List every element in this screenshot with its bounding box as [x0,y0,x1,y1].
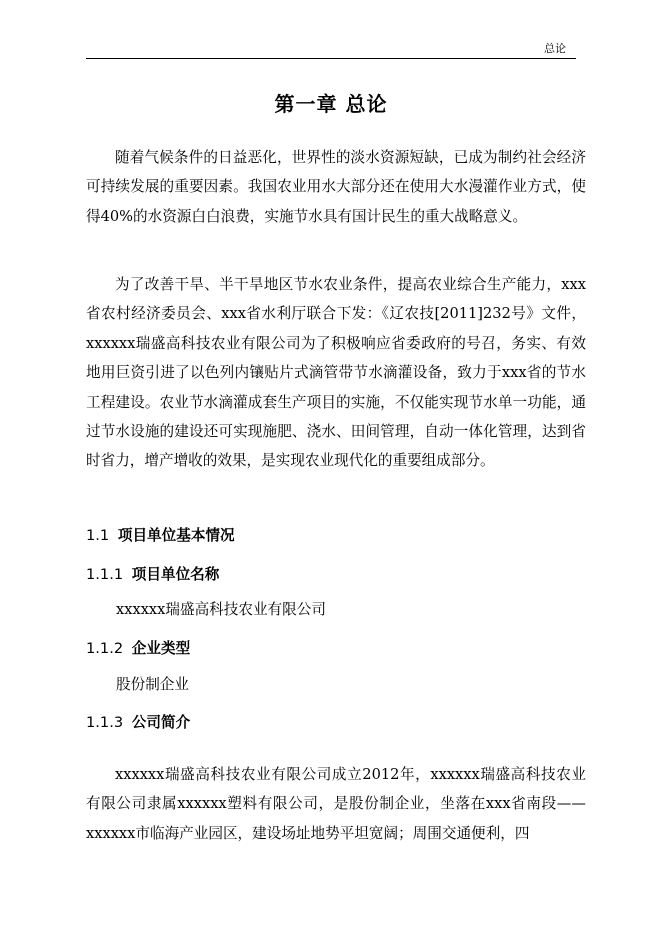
section-title: 项目单位名称 [131,566,220,583]
section-number: 1.1 [86,527,110,544]
section-heading-1-1-2 [86,637,190,658]
background-paragraph: 为了改善干旱、半干旱地区节水农业条件，提高农业综合生产能力，xxx省农村经济委员会、xxx省水利厅联合下发：《辽农技[2011]232号》文件，xxxxxx瑞盛高科技农业有限公司为了积极响应省委政府的号召，务实、有效地用巨资引进了以色列内镶贴片式滴管带节水滴灌设备，致力于xxx省的节水工程建设。农业节水滴灌成套生产项目的实施，不仅能实现节水单一功能，通过节水设施的建设还可实现施肥、浇水、田间管理，自动一体化管理，达到省时省力，增产增收的效果，是实现农业现代化的重要组成部分。 [86,276,586,470]
section-number: 1.1.2 [86,640,124,657]
company-profile-paragraph: xxxxxx瑞盛高科技农业有限公司成立2012年，xxxxxx瑞盛高科技农业有限公司隶属xxxxxx塑料有限公司，是股份制企业，坐落在xxx省南段——xxxxxx市临海产业园区，建设场址地势平坦宽阔；周围交通便利，四 [86,766,586,842]
section-number: 1.1.1 [86,566,124,583]
company-name-value: xxxxxx瑞盛高科技农业有限公司 [116,601,326,618]
enterprise-type-value: 股份制企业 [116,676,189,693]
section-title: 项目单位基本情况 [117,527,235,544]
section-title: 企业类型 [131,640,191,657]
section-heading-1-1 [86,524,235,545]
section-number: 1.1.3 [86,714,124,731]
intro-paragraph: 随着气候条件的日益恶化，世界性的淡水资源短缺，已成为制约社会经济可持续发展的重要因素。我国农业用水大部分还在使用大水漫灌作业方式，使得40%的水资源白白浪费，实施节水具有国计民生的重大战略意义。 [86,149,586,225]
section-title: 公司简介 [131,714,191,731]
header-rule [86,58,576,59]
chapter-title: 第一章 总论 [274,92,388,116]
running-title: 总论 [544,42,566,55]
section-heading-1-1-1 [86,563,219,584]
section-heading-1-1-3 [86,711,190,732]
